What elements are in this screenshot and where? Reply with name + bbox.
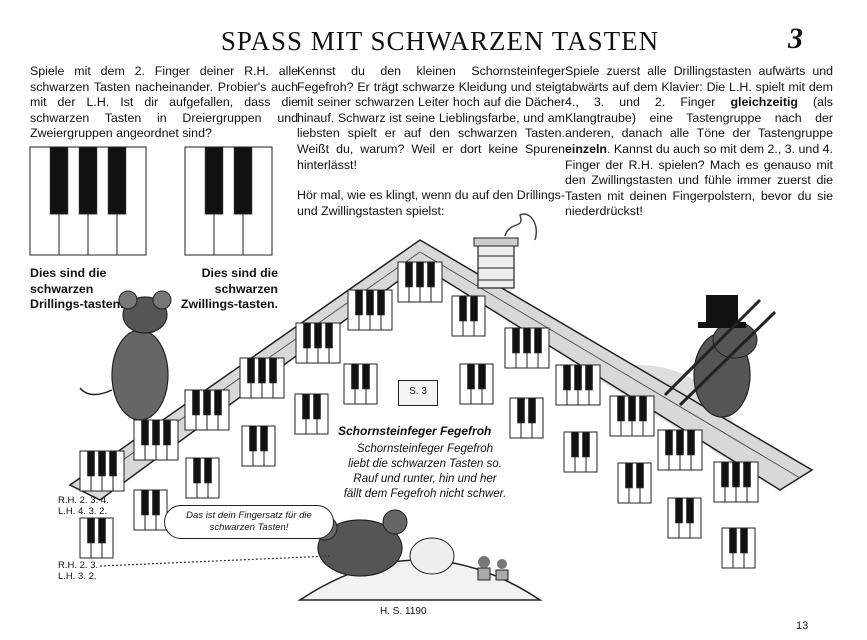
paragraph-intro: Spiele mit dem 2. Finger deiner R.H. alle schwarzen Tasten nacheinander. Probier's auch mit der L.H. Ist dir aufgefallen, dass die schwarzen Tasten in Dreiergruppen und Zweiergruppen angeordnet sind? <box>30 64 298 141</box>
black-key <box>204 390 211 415</box>
poem-line: Rauf und runter, hin und her <box>353 473 497 485</box>
black-key <box>406 262 413 287</box>
black-key <box>417 262 424 287</box>
black-key <box>524 328 531 353</box>
black-key <box>356 290 363 315</box>
fingering-lh-triplet: L.H. 4. 3. 2. <box>58 506 108 517</box>
paragraph-instructions: Spiele zuerst alle Drillingstasten aufwärts und abwärts auf dem Klavier: Die L.H. spielt mit dem 4., 3. und 2. Finger gleichzeitig (als Klangtraube) eine Tastengruppe nach der anderen, danach alle Töne der Tastengruppe einzeln. Kannst du auch so mit dem 2., 3. und 4. Finger der R.H. spielen? Mach es genauso mit den Zwillingstasten und fühle immer zuerst die Tasten mit deinen Fingerpolstern, bevor du sie niederdrückst! <box>565 64 833 219</box>
black-key <box>79 147 96 214</box>
black-key <box>88 451 95 476</box>
black-key <box>626 463 633 488</box>
chapter-number: 3 <box>788 22 803 55</box>
black-key <box>666 430 673 455</box>
page-reference-sign: S. 3 <box>398 380 438 406</box>
black-key <box>108 147 125 214</box>
speech-bubble: Das ist dein Fingersatz für die schwarzen Tasten! <box>164 505 334 539</box>
black-key <box>733 462 740 487</box>
black-key <box>153 490 160 515</box>
emphasis-gleichzeitig: gleichzeitig <box>730 95 798 110</box>
black-key <box>744 462 751 487</box>
page-title: SPASS MIT SCHWARZEN TASTEN <box>220 26 660 56</box>
black-key <box>586 365 593 390</box>
black-key <box>428 262 435 287</box>
black-key <box>88 518 95 543</box>
black-key <box>194 458 201 483</box>
black-key <box>142 420 149 445</box>
black-key <box>304 323 311 348</box>
poem-line: Schornsteinfeger Fegefroh <box>356 443 494 455</box>
black-key <box>164 420 171 445</box>
black-key <box>688 430 695 455</box>
black-key <box>248 358 255 383</box>
black-key <box>193 390 200 415</box>
paragraph-story: Kennst du den kleinen Schornsteinfeger Fegefroh? Er trägt schwarze Kleidung und steigt mit seiner schwarzen Leiter hoch auf die Dächer hinauf. Schwarz ist seine Lieblingsfarbe, und am liebsten spielt er auf den schwarzen Tasten. Weißt du, warum? Weil er dort keine Spuren hinterlässt! <box>297 64 565 172</box>
black-key <box>575 365 582 390</box>
black-key <box>722 462 729 487</box>
black-key <box>564 365 571 390</box>
poem-title: Schornsteinfeger Fegefroh <box>338 424 492 438</box>
emphasis-einzeln: einzeln <box>565 141 607 156</box>
black-key <box>326 323 333 348</box>
black-key <box>741 528 748 553</box>
black-key <box>367 290 374 315</box>
black-key <box>637 463 644 488</box>
paragraph-listen: Hör mal, wie es klingt, wenn du auf den Drillings- und Zwillingstasten spielst: <box>297 188 565 218</box>
black-key <box>215 390 222 415</box>
black-key <box>50 147 67 214</box>
poem-line: liebt die schwarzen Tasten so. <box>348 458 502 470</box>
black-key <box>529 398 536 423</box>
black-key <box>250 426 257 451</box>
fingering-triplets <box>58 495 109 517</box>
fingering-lh-twin: L.H. 3. 2. <box>58 571 97 582</box>
caption-triplet-keys: Dies sind die schwarzen Drillings-tasten. <box>30 266 124 312</box>
black-key <box>572 432 579 457</box>
black-key <box>270 358 277 383</box>
black-key <box>303 394 310 419</box>
black-key <box>234 147 251 214</box>
fingering-rh-triplet: R.H. 2. 3. 4. <box>58 495 109 506</box>
black-key <box>583 432 590 457</box>
black-key <box>471 296 478 321</box>
black-key <box>378 290 385 315</box>
fingering-twins <box>58 560 98 582</box>
black-key <box>314 394 321 419</box>
page-number: 13 <box>796 620 809 632</box>
black-key <box>513 328 520 353</box>
black-key <box>153 420 160 445</box>
black-key <box>468 364 475 389</box>
black-key <box>677 430 684 455</box>
black-key <box>315 323 322 348</box>
poem-line: fällt dem Fegefroh nicht schwer. <box>343 488 507 500</box>
black-key <box>261 426 268 451</box>
fingering-rh-twin: R.H. 2. 3. <box>58 560 99 571</box>
black-key <box>518 398 525 423</box>
chimney <box>478 244 514 288</box>
smoke <box>505 214 536 240</box>
black-key <box>535 328 542 353</box>
black-key <box>687 498 694 523</box>
black-key <box>142 490 149 515</box>
poem <box>305 442 545 502</box>
black-key <box>99 451 106 476</box>
black-key <box>618 396 625 421</box>
black-key <box>99 518 106 543</box>
black-key <box>110 451 117 476</box>
triplet-keys-diagram <box>30 147 146 255</box>
black-key <box>730 528 737 553</box>
black-key <box>259 358 266 383</box>
black-key <box>676 498 683 523</box>
black-key <box>363 364 370 389</box>
black-key <box>479 364 486 389</box>
footer-code: H. S. 1190 <box>380 606 427 617</box>
caption-twin-keys: Dies sind die schwarzen Zwillings-tasten. <box>180 266 278 312</box>
black-key <box>640 396 647 421</box>
black-key <box>460 296 467 321</box>
twin-keys-diagram <box>185 147 272 255</box>
black-key <box>629 396 636 421</box>
black-key <box>352 364 359 389</box>
black-key <box>205 458 212 483</box>
black-key <box>205 147 222 214</box>
